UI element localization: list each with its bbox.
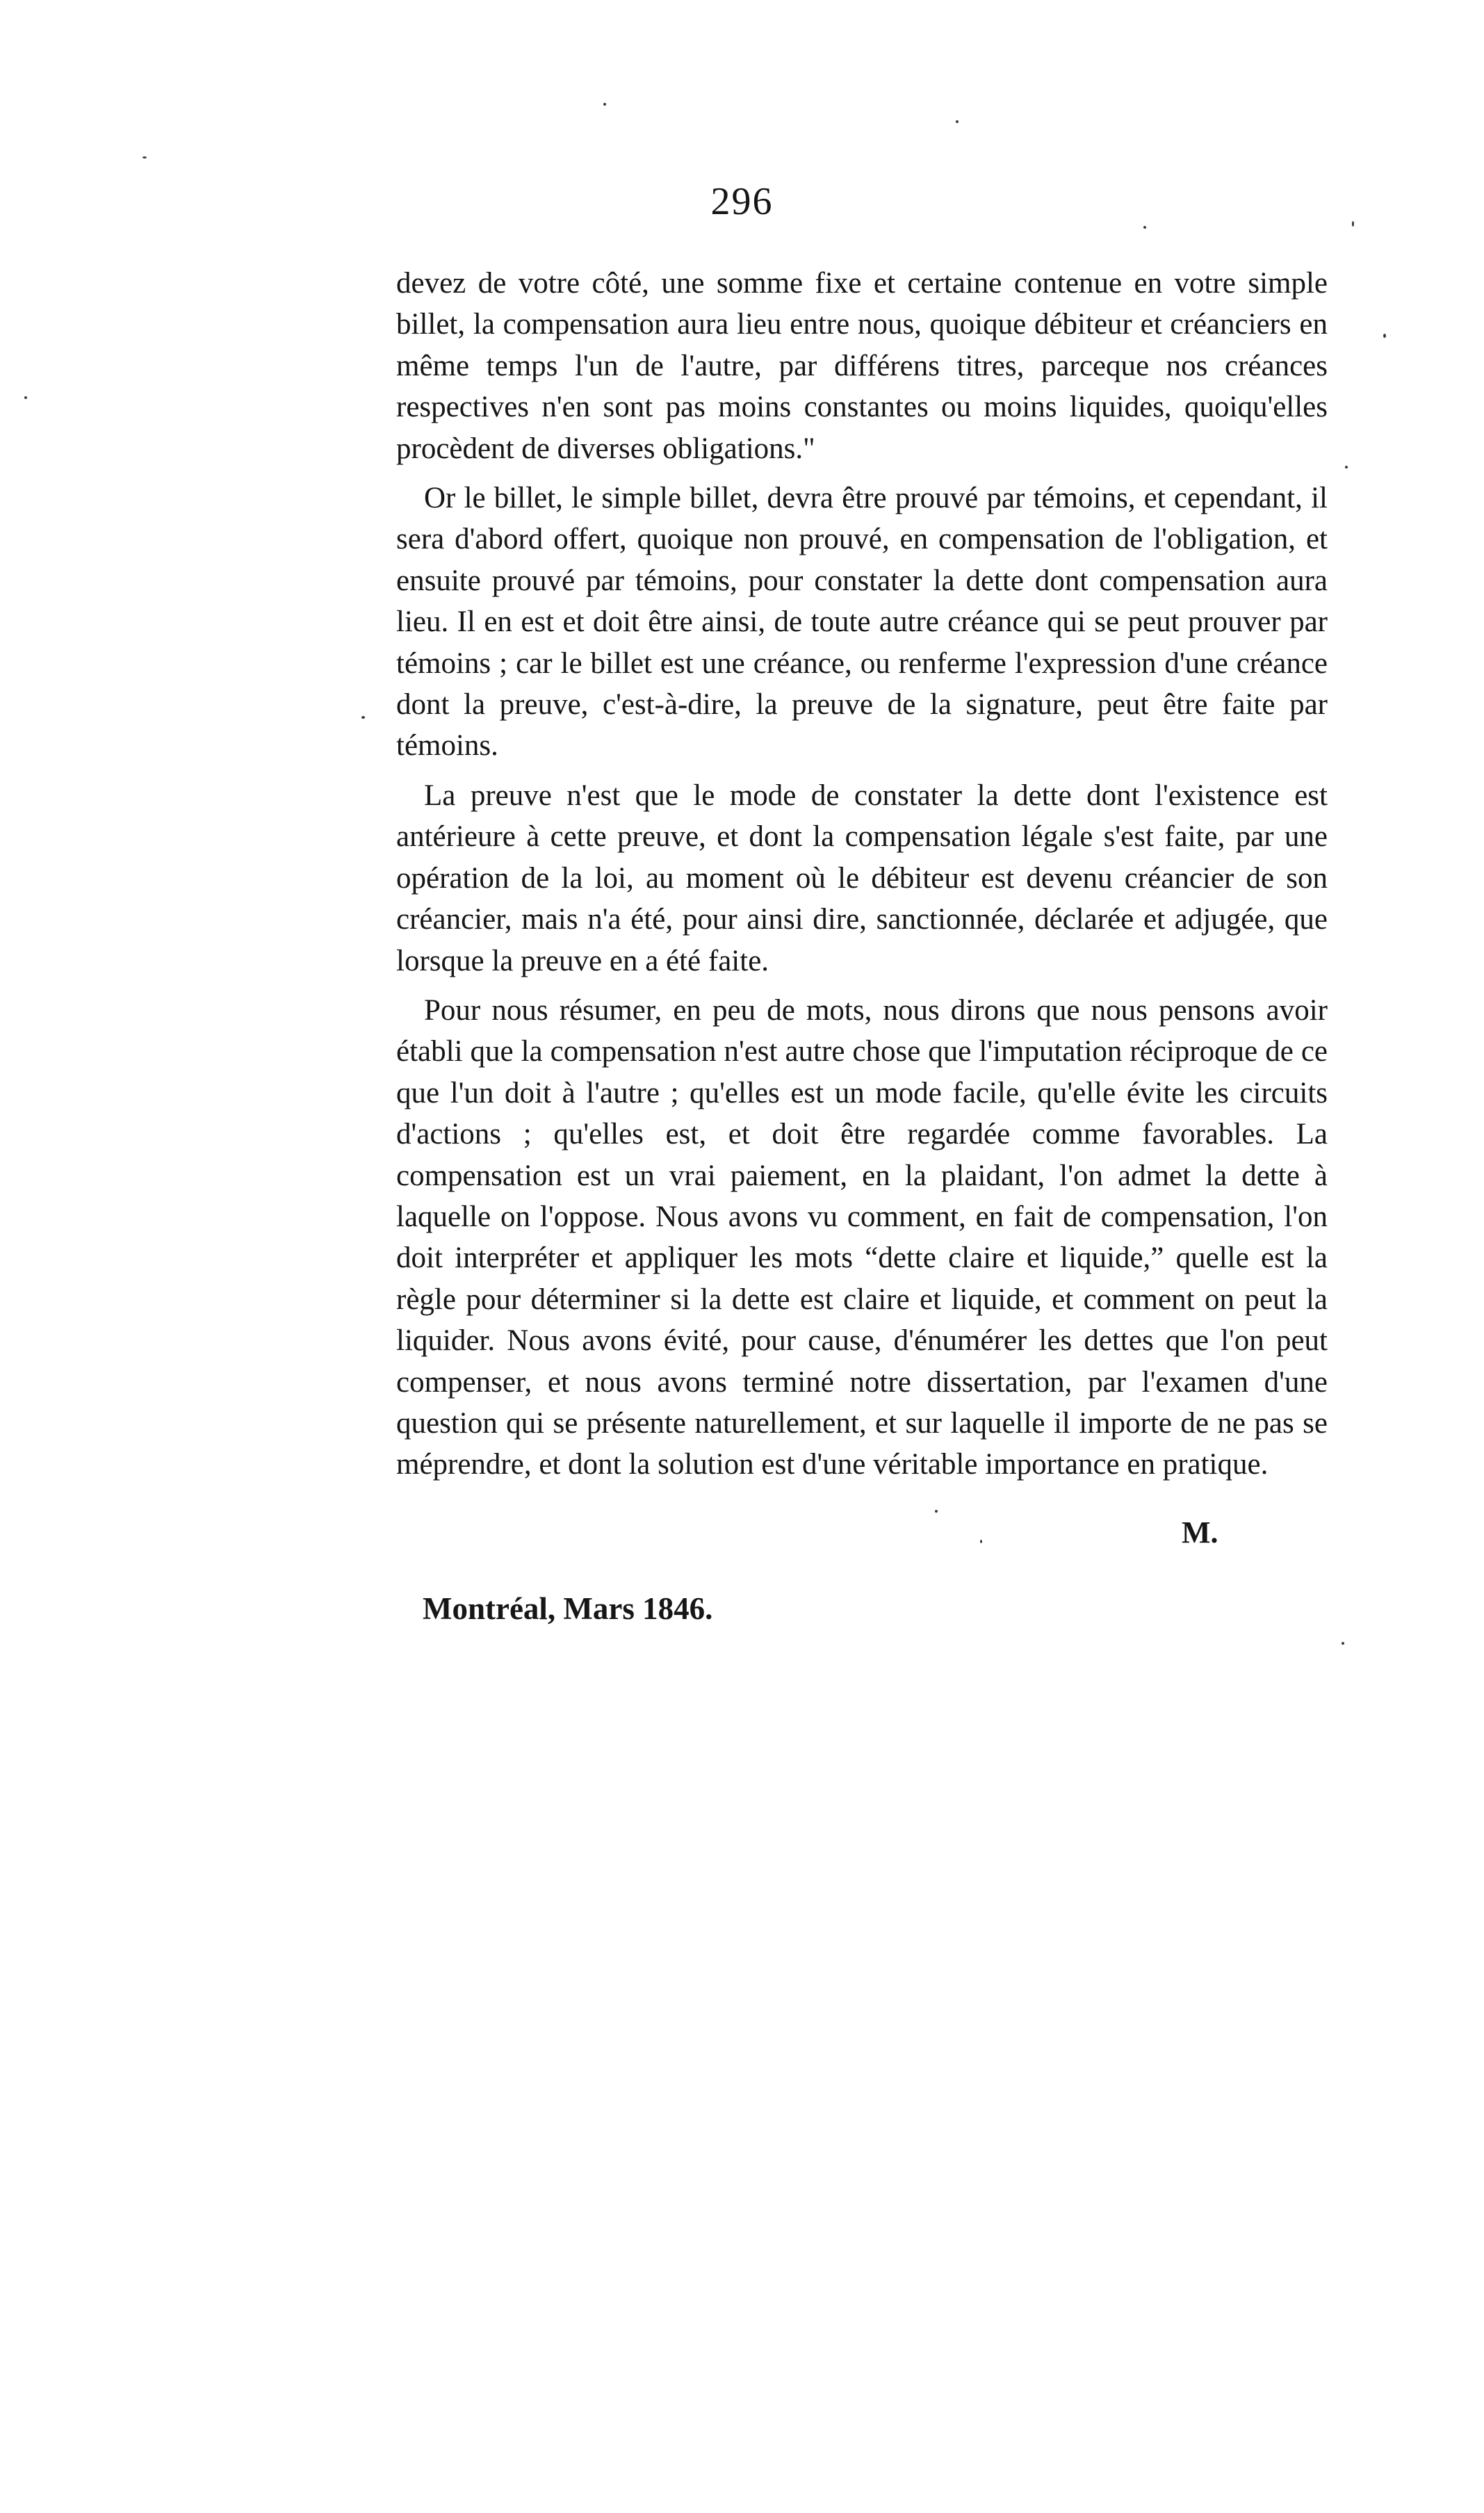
signature: M. xyxy=(1182,1515,1218,1550)
paragraph-preuve: La preuve n'est que le mode de constater la dette dont l'existence est antérieure à cette preuve, et dont la compensation légale s'est faite, par une opération de la loi, au moment où le débiteur est devenu créancier de son créancier, mais n'a été, pour ainsi dire, sanctionnée, déclarée et adjugée, que lorsque la preuve en a été faite. xyxy=(396,779,1328,977)
paragraph-billet: Or le billet, le simple billet, devra être prouvé par témoins, et cependant, il sera d'abord offert, quoique non prouvé, en compensation de l'obligation, et ensuite prouvé par témoins, pour constater la dette dont compensation aura lieu. Il en est et doit être ainsi, de toute autre créance qui se peut prouver par témoins ; car le billet est une créance, ou renferme l'expression d'une créance dont la preuve, c'est-à-dire, la preuve de la signature, peut être faite par témoins. xyxy=(396,482,1328,763)
page-number: 296 xyxy=(710,180,774,223)
scan-speck xyxy=(24,396,27,399)
scan-speck xyxy=(980,1540,982,1543)
scan-speck xyxy=(1345,466,1348,469)
scan-speck xyxy=(935,1510,938,1513)
scan-speck xyxy=(1143,226,1146,229)
paragraph-continuation: devez de votre côté, une somme fixe et certaine contenue en votre simple billet, la compensation aura lieu entre nous, quoique débiteur et créanciers en même temps l'un de l'autre, par différens titres, parceque nos créances respectives n'en sont pas moins constantes ou moins liquides, quoiqu'elles procèdent de diverses obligations." xyxy=(396,267,1328,465)
scan-speck xyxy=(1383,334,1386,338)
paragraph-resume: Pour nous résumer, en peu de mots, nous dirons que nous pensons avoir établi que la compensation n'est autre chose que l'imputation réciproque de ce que l'un doit à l'autre ; qu'elles est un mode facile, qu'elle évite les circuits d'actions ; qu'elles est, et doit être regardée comme favorables. La compensation est un vrai paiement, en la plaidant, l'on admet la dette à laquelle on l'oppose. Nous avons vu comment, en fait de compensation, l'on doit interpréter et appliquer les mots “dette claire et liquide,” quelle est la règle pour déterminer si la dette est claire et liquide, et comment on peut la liquider. Nous avons évité, pour cause, d'énumérer les dettes que l'on peut compenser, et nous avons terminé notre dissertation, par l'examen d'une question qui se présente naturellement, et sur laquelle il importe de ne pas se méprendre, et dont la solution est d'une véritable importance en pratique. xyxy=(396,993,1328,1481)
scan-speck xyxy=(361,716,365,719)
dateline: Montréal, Mars 1846. xyxy=(423,1591,713,1626)
scan-speck xyxy=(603,103,606,106)
body-text xyxy=(396,263,1328,1486)
scan-speck xyxy=(956,120,959,123)
scan-speck xyxy=(1342,1642,1344,1645)
scan-speck xyxy=(142,156,147,158)
scan-speck xyxy=(1352,221,1354,227)
